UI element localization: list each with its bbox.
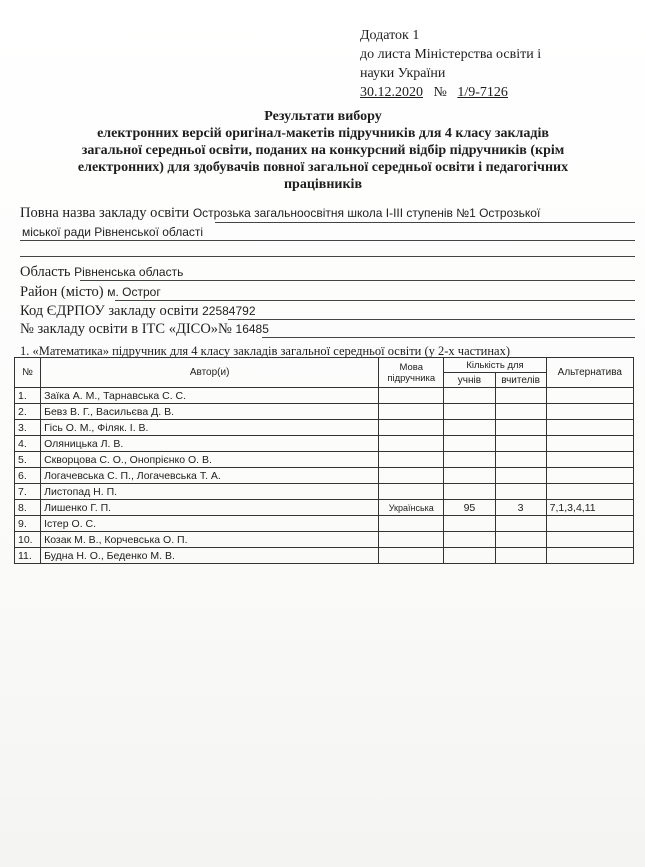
title-line-4: електронних) для здобувачів повної загальної середньої освіти і педагогічних (77, 160, 569, 175)
district-field (20, 284, 161, 301)
annex-date-number (360, 83, 541, 102)
row-pupils-count (444, 388, 495, 404)
document-title (28, 108, 618, 193)
row-author: Козак М. В., Корчевська О. П. (41, 532, 379, 548)
itc-value: 16485 (235, 322, 269, 336)
table-row (15, 452, 634, 468)
full-name-underline (215, 222, 635, 223)
table-row (15, 500, 634, 516)
table-row (15, 516, 634, 532)
row-number: 10. (15, 532, 41, 548)
row-pupils-count (444, 468, 495, 484)
row-author: Листопад Н. П. (41, 484, 379, 500)
edrpou-underline (228, 319, 635, 320)
row-language (379, 468, 444, 484)
row-author: Будна Н. О., Беденко М. В. (41, 548, 379, 564)
row-alternative (546, 468, 633, 484)
oblast-label: Область (20, 264, 71, 280)
title-line-3: загальної середньої освіти, поданих на конкурсний відбір підручників (крім (81, 143, 565, 158)
row-author: Бевз В. Г., Васильєва Д. В. (41, 404, 379, 420)
table-row (15, 420, 634, 436)
full-name-field (20, 205, 540, 222)
row-teachers-count (495, 516, 546, 532)
row-pupils-count (444, 516, 495, 532)
col-header-quantity: Кількість для (444, 358, 546, 373)
col-header-number: № (15, 358, 41, 388)
edrpou-label: Код ЄДРПОУ закладу освіти (20, 303, 199, 319)
row-pupils-count (444, 436, 495, 452)
district-underline (115, 300, 635, 301)
full-name-underline-3 (20, 256, 635, 257)
row-author: Істер О. С. (41, 516, 379, 532)
row-number: 6. (15, 468, 41, 484)
row-number: 2. (15, 404, 41, 420)
row-teachers-count (495, 420, 546, 436)
row-language (379, 532, 444, 548)
row-teachers-count (495, 436, 546, 452)
row-language (379, 484, 444, 500)
col-header-author: Автор(и) (41, 358, 379, 388)
row-language (379, 404, 444, 420)
row-alternative (546, 532, 633, 548)
edrpou-value: 22584792 (202, 304, 256, 318)
row-language (379, 516, 444, 532)
row-author: Оляницька Л. В. (41, 436, 379, 452)
row-number: 7. (15, 484, 41, 500)
oblast-underline (80, 280, 635, 281)
col-header-alternative: Альтернатива (546, 358, 633, 388)
row-language (379, 452, 444, 468)
annex-letter-line: до листа Міністерства освіти і (360, 47, 542, 62)
row-number: 11. (15, 548, 41, 564)
row-author: Заїка А. М., Тарнавська С. С. (41, 388, 379, 404)
full-name-value-2: міської ради Рівненської області (22, 225, 204, 239)
row-language (379, 388, 444, 404)
annex-date: 30.12.2020 (360, 85, 423, 100)
row-teachers-count (495, 484, 546, 500)
section-heading: 1. «Математика» підручник для 4 класу закладів загальної середньої освіти (у 2-х частинах) (20, 344, 510, 358)
annex-header (360, 26, 541, 102)
col-header-language: Мова підручника (379, 358, 444, 388)
row-alternative (546, 452, 633, 468)
title-line-1: Результати вибору (264, 109, 382, 124)
annex-no-label: № (433, 85, 447, 100)
row-language (379, 436, 444, 452)
row-pupils-count (444, 452, 495, 468)
row-language (379, 548, 444, 564)
row-language (379, 420, 444, 436)
district-label: Район (місто) (20, 284, 104, 300)
annex-ministry-line: науки України (360, 66, 446, 81)
textbook-table (14, 357, 634, 564)
itc-label: № закладу освіти в ІТС «ДІСО»№ (20, 321, 232, 337)
row-alternative (546, 388, 633, 404)
table-row (15, 468, 634, 484)
row-pupils-count (444, 484, 495, 500)
full-name-value: Острозька загальноосвітня школа І-ІІІ ступенів №1 Острозької (192, 206, 541, 220)
oblast-field (20, 264, 183, 281)
row-teachers-count (495, 388, 546, 404)
row-teachers-count (495, 468, 546, 484)
row-teachers-count (495, 548, 546, 564)
row-number: 9. (15, 516, 41, 532)
annex-title: Додаток 1 (360, 28, 420, 43)
row-author: Логачевська С. П., Логачевська Т. А. (41, 468, 379, 484)
full-name-label: Повна назва закладу освіти (20, 205, 190, 221)
row-alternative (546, 420, 633, 436)
col-header-teachers: вчителів (495, 373, 546, 388)
title-line-2: електронних версій оригінал-макетів підручників для 4 класу закладів (97, 126, 549, 141)
oblast-value: Рівненська область (74, 265, 184, 279)
row-pupils-count: 95 (444, 500, 495, 516)
row-alternative (546, 548, 633, 564)
row-author: Скворцова С. О., Онопрієнко О. В. (41, 452, 379, 468)
annex-number: 1/9-7126 (457, 85, 508, 100)
row-number: 4. (15, 436, 41, 452)
table-row (15, 484, 634, 500)
row-pupils-count (444, 404, 495, 420)
row-author: Гісь О. М., Філяк. І. В. (41, 420, 379, 436)
row-number: 5. (15, 452, 41, 468)
full-name-underline-2 (20, 240, 635, 241)
table-row (15, 548, 634, 564)
itc-underline (262, 337, 635, 338)
row-teachers-count (495, 532, 546, 548)
row-teachers-count (495, 404, 546, 420)
row-pupils-count (444, 420, 495, 436)
row-number: 1. (15, 388, 41, 404)
title-line-5: працівників (283, 177, 363, 192)
edrpou-field (20, 303, 256, 320)
row-teachers-count (495, 452, 546, 468)
row-alternative: 7,1,3,4,11 (546, 500, 633, 516)
row-pupils-count (444, 548, 495, 564)
col-header-pupils: учнів (444, 373, 495, 388)
table-row (15, 388, 634, 404)
row-number: 8. (15, 500, 41, 516)
row-number: 3. (15, 420, 41, 436)
row-teachers-count: 3 (495, 500, 546, 516)
district-value: м. Острог (107, 285, 161, 299)
itc-field (20, 321, 269, 338)
table-row (15, 436, 634, 452)
row-alternative (546, 404, 633, 420)
row-alternative (546, 484, 633, 500)
row-alternative (546, 516, 633, 532)
row-language: Українська (379, 500, 444, 516)
table-row (15, 404, 634, 420)
row-pupils-count (444, 532, 495, 548)
row-alternative (546, 436, 633, 452)
table-row (15, 532, 634, 548)
row-author: Лишенко Г. П. (41, 500, 379, 516)
